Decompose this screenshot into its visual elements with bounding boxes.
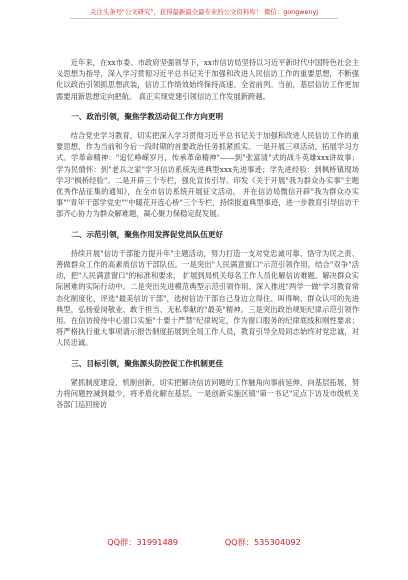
section-1-paragraph: 结合党史学习教育，切实把深入学习贯彻习近平总书记关于加强和改进人民信访工作的重要思想，作为当前和今后一段时期的首要政治任务抓紧抓实。一是开展三项活动，拓展学习方式。学革命精神："追忆峥嵘岁月，传承革命精神"——到"张富清"式的战斗英雄xxx讲故事；学为民情怀：到"老兵之家"学习信访系统先进典型xxx先进事迹；学先进经验：到枫桥镇现场学习"枫桥经验"。二是开辟三个专栏，强化宣传引导。印发《关于开展"我为群众办实事"主题优秀作品征集的通知》，在全市信访系统开展征文活动， 并在信访局微信开辟"我为群众办实事""青年干部学党史""中暖花开连心桥"三个专栏，持续报道典型事迹，进一步教育引导信访干部齐心协力为群众解难题，凝心聚力保稳定促发展。 (56, 131, 359, 219)
header-divider (70, 18, 338, 19)
intro-paragraph: 近年来，在xx市委、市政府坚强领导下，xx市信访局坚持以习近平新时代中国特色社会主义思想为指导，深入学习贯彻习近平总书记关于加强和改进人民信访工作的重要思想，不断强化以政治引领抓思想武装，信访工作绩效始终保持高速、全省前列。当前，基层信访工作更加需要用新思想定向把航。 真正实现党建引领信访工作发展新跨越。 (56, 58, 359, 101)
footer-qq-group-1: QQ群：31991489 (107, 537, 179, 547)
document-body (56, 57, 359, 412)
section-3-paragraph: 紧抓制度建设、机制创新，切实把解决信访问题的工作触角向事前延伸、向基层拓展，努力将问题控减到最少，将矛盾化解在基层。一是创新实施区镇"第一书记"定点下访及市级机关各部门巡回接访 (56, 377, 359, 410)
section-1-heading: 一、政治引领，聚焦学教活动促工作方向更明 (71, 111, 224, 121)
section-2-heading: 二、示范引领，聚焦作用发挥促党员队伍更好 (71, 229, 224, 239)
footer-contact (0, 537, 408, 548)
section-2-paragraph: 持续开展"信访干部能力提升年"主题活动，努力打造一支对党忠诚可靠、恪守为民之责、善做群众工作的高素质信访干部队伍。一是突出"人民满意窗口"示范引领作用。结合"双争"活动，把"人民满意窗口"的标准和要求， 扩展到局机关每名工作人员化解信访难题、解决群众实际困难的实际行动中。二是突出先进模范典型示范引领作用。深入推进"两学一做"学习教育常态化制度化，评选"最美信访干部"，选树信访干部自己身边立得住、叫得响、群众认可的先进典型，弘扬爱岗敬业、敢于担当、无私奉献的"最美"精神。三是突出政治规矩纪律示范引领作用。在信访接待中心窗口实施"十要十严禁"纪律规定，作为窗口服务的纪律底线和刚性要求；将严格执行重大事项请示报告制度拓展到全局工作人员，教育引导全局同志始终对党忠诚，对人民忠诚。 (56, 248, 359, 348)
footer-qq-group-2: QQ群：535304092 (224, 537, 301, 547)
header-banner: 关注头条号"公文研究"，获得最新最全最专业的公文资料库！ 微信：gongwenyj (89, 8, 319, 16)
section-3-heading: 三、目标引领，聚焦源头防控促工作机制更佳 (71, 358, 224, 368)
